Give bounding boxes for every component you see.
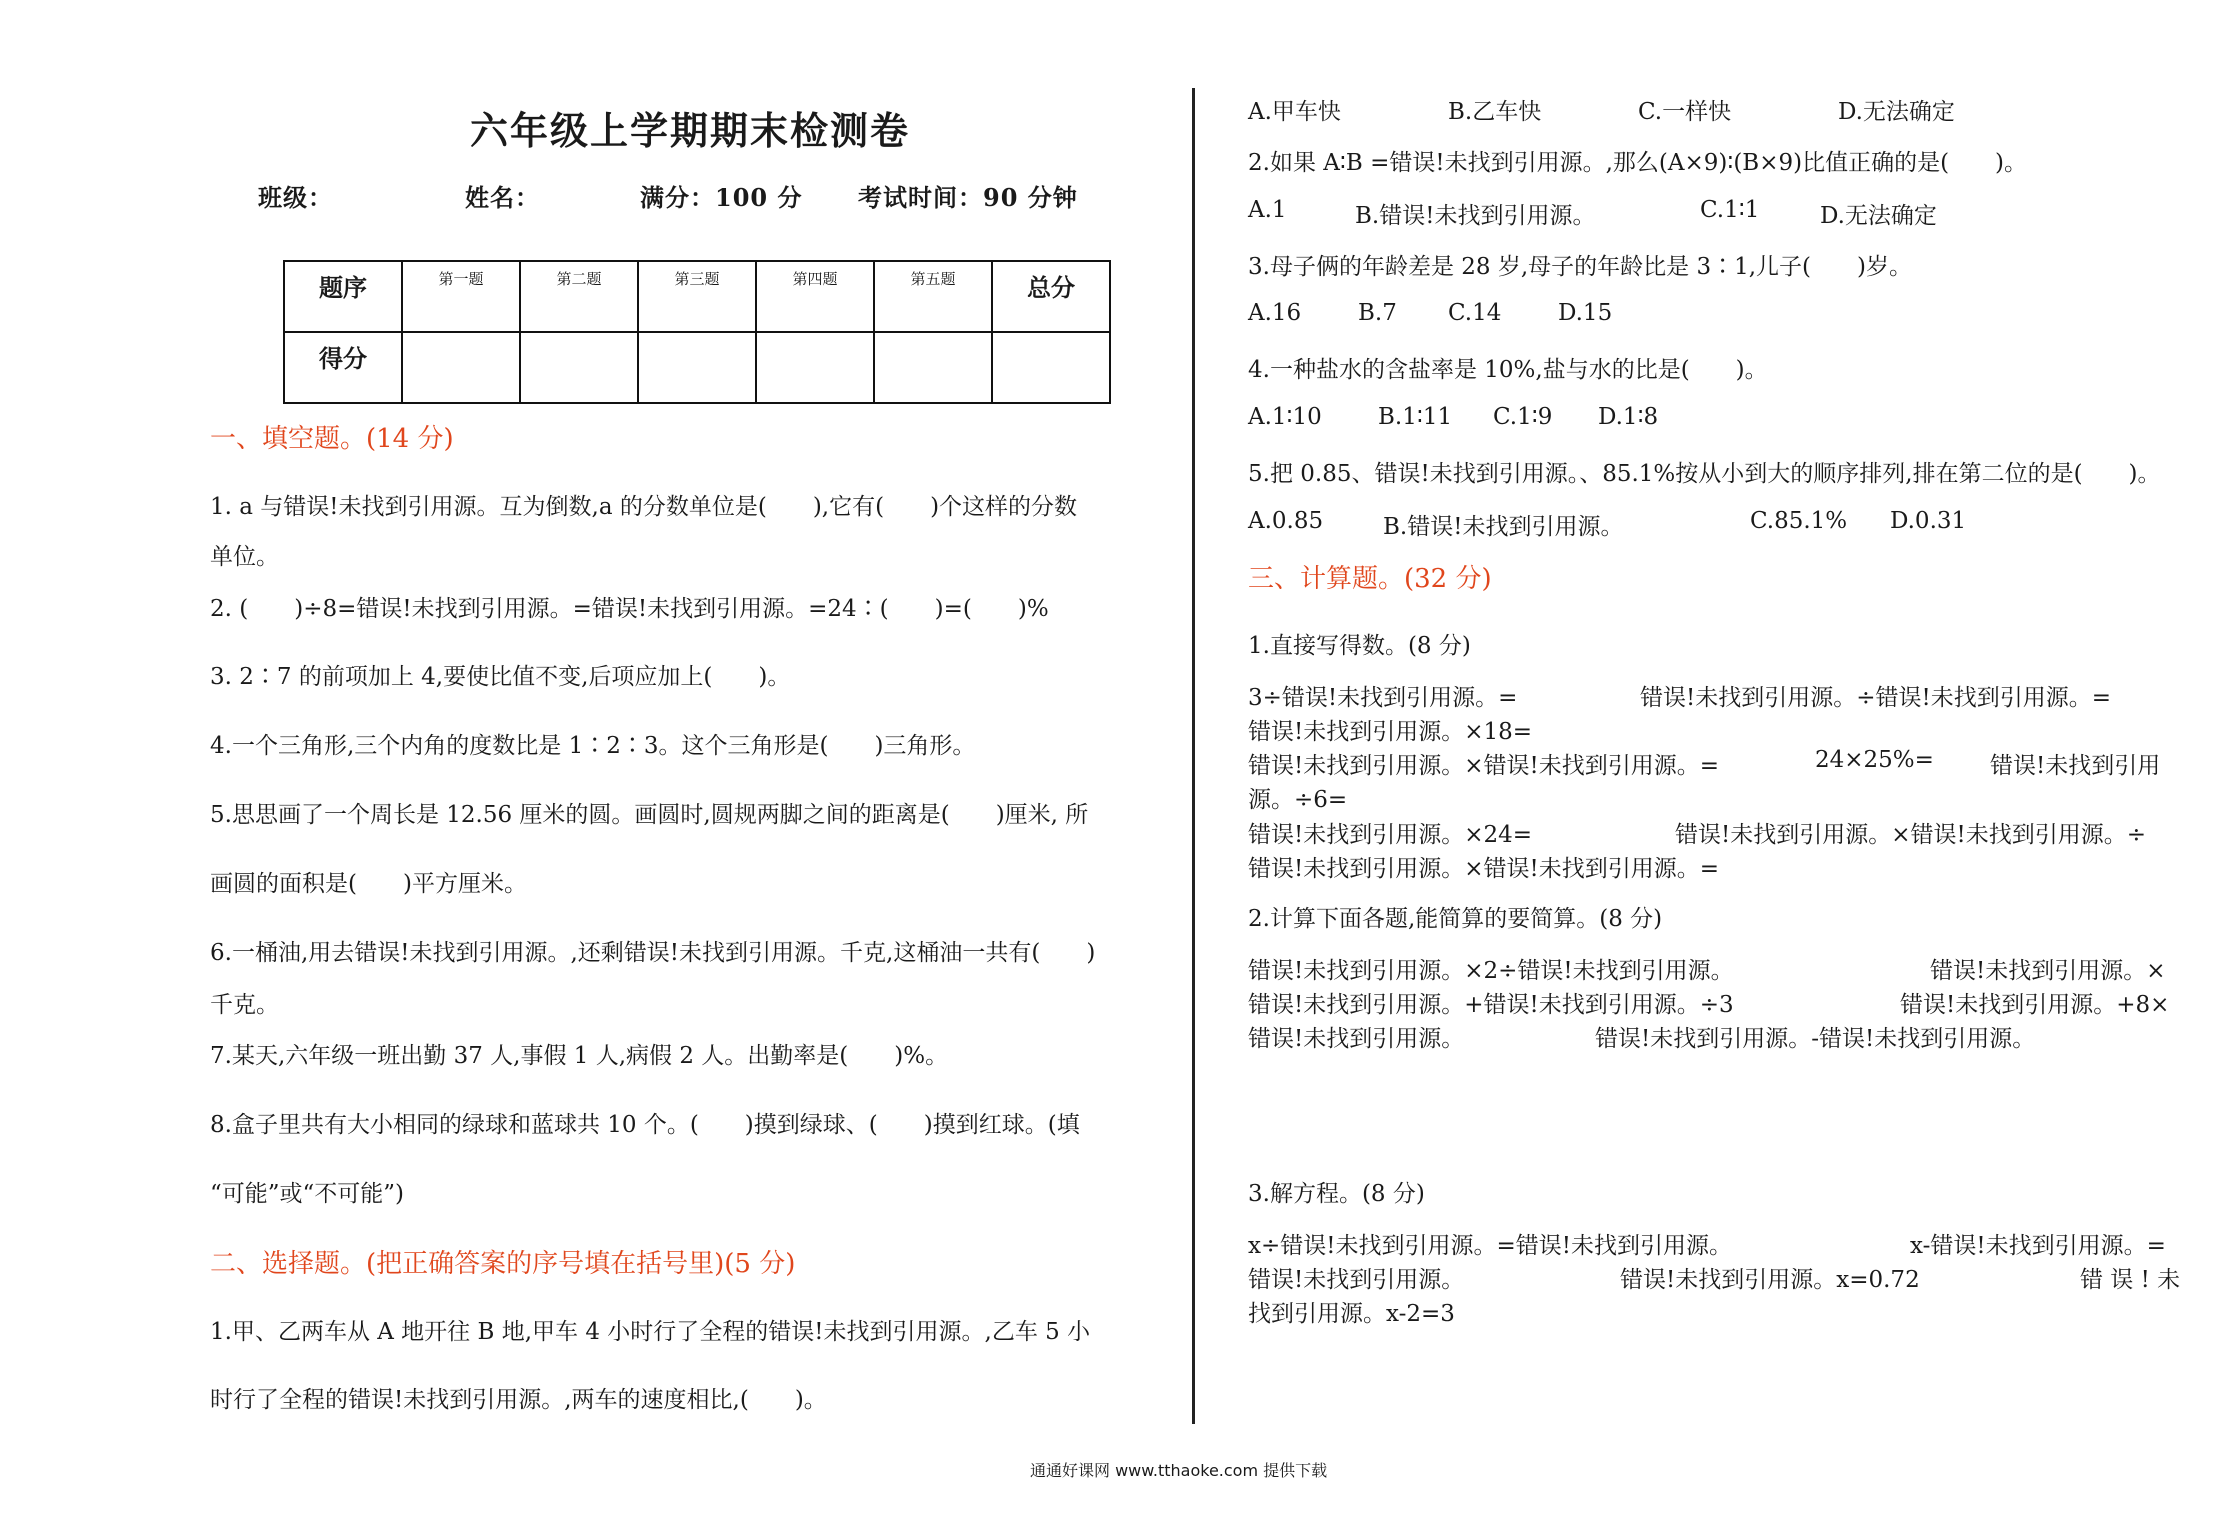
question-6-cont: 千克。 (210, 992, 279, 1018)
score-table (283, 260, 1111, 404)
option-a: A.甲车快 (1248, 99, 1341, 125)
option-c: C.一样快 (1638, 99, 1732, 125)
question-5: 5.思思画了一个周长是 12.56 厘米的圆。画圆时,圆规两脚之间的距离是( )厘米, 所 (210, 802, 1089, 828)
equation-item: 错误!未找到引用源。x=0.72 (1620, 1267, 1920, 1293)
section-1-heading: 一、填空题。(14 分) (210, 424, 454, 454)
question-1-cont: 单位。 (210, 544, 279, 570)
score-cell[interactable] (756, 332, 874, 403)
calc-item: 错误!未找到引用源。×24= (1248, 822, 1533, 848)
name-label: 姓名： (465, 183, 540, 212)
score-table-header-row (284, 261, 1110, 332)
table-cell: 总分 (992, 261, 1110, 332)
equation-item: 错误!未找到引用源。 (1248, 1267, 1465, 1293)
option-c: C.85.1% (1750, 508, 1848, 534)
option-b: B.错误!未找到引用源。 (1355, 203, 1596, 229)
calc-item: 错误!未找到引用源。-错误!未找到引用源。 (1595, 1026, 2036, 1052)
option-a: A.1 (1248, 197, 1287, 223)
choice-question-3: 3.母子俩的年龄差是 28 岁,母子的年龄比是 3∶1,儿子( )岁。 (1248, 254, 1912, 280)
calc-item: 3÷错误!未找到引用源。= (1248, 685, 1518, 711)
option-b: B.乙车快 (1448, 99, 1542, 125)
option-c: C.1∶1 (1700, 197, 1760, 223)
option-d: D.0.31 (1890, 508, 1967, 534)
option-b: B.7 (1358, 300, 1397, 326)
calc-item: 错误!未找到引用源。 (1248, 1026, 1465, 1052)
calc-item: 错误!未找到引用源。× (1930, 958, 2166, 984)
table-cell: 第五题 (874, 261, 992, 332)
question-8-cont: “可能”或“不可能”) (210, 1181, 405, 1207)
option-a: A.0.85 (1248, 508, 1324, 534)
score-cell[interactable] (402, 332, 520, 403)
calc-item: 错误!未找到引用源。×错误!未找到引用源。÷ (1675, 822, 2147, 848)
option-b: B.1∶11 (1378, 404, 1453, 430)
calc-item: 错误!未找到引用源。×18= (1248, 719, 1533, 745)
choice-question-1-cont: 时行了全程的错误!未找到引用源。,两车的速度相比,( )。 (210, 1387, 827, 1413)
table-cell: 得分 (284, 332, 402, 403)
calc-item: 24×25%= (1815, 747, 1934, 773)
choice-question-5: 5.把 0.85、错误!未找到引用源。、85.1%按从小到大的顺序排列,排在第二位的是( )。 (1248, 461, 2161, 487)
question-6: 6.一桶油,用去错误!未找到引用源。,还剩错误!未找到引用源。千克,这桶油一共有( ) (210, 940, 1096, 966)
question-2: 2. ( )÷8=错误!未找到引用源。=错误!未找到引用源。=24∶( )=( )% (210, 596, 1049, 622)
section-2-heading: 二、选择题。(把正确答案的序号填在括号里)(5 分) (210, 1249, 796, 1279)
calc-item: 错误!未找到引用源。×2÷错误!未找到引用源。 (1248, 958, 1734, 984)
page-footer: 通通好课网 www.tthaoke.com 提供下载 (1030, 1461, 1328, 1480)
calc-item: 源。÷6= (1248, 787, 1348, 813)
section-3-heading: 三、计算题。(32 分) (1248, 564, 1492, 594)
table-cell: 第二题 (520, 261, 638, 332)
calc-item: 错误!未找到引用源。+8× (1900, 992, 2170, 1018)
equation-item: 错 误 ! 未 (2080, 1267, 2181, 1293)
score-table-score-row (284, 332, 1110, 403)
option-c: C.1∶9 (1493, 404, 1553, 430)
table-cell: 第四题 (756, 261, 874, 332)
calc-item: 错误!未找到引用源。×错误!未找到引用源。= (1248, 753, 1720, 779)
question-3: 3. 2∶7 的前项加上 4,要使比值不变,后项应加上( )。 (210, 664, 791, 690)
option-d: D.15 (1558, 300, 1613, 326)
option-d: D.1∶8 (1598, 404, 1659, 430)
table-cell: 第三题 (638, 261, 756, 332)
table-cell: 第一题 (402, 261, 520, 332)
full-score-label: 满分：100 分 (640, 183, 803, 212)
equation-item: 找到引用源。x-2=3 (1248, 1301, 1455, 1327)
option-d: D.无法确定 (1820, 203, 1937, 229)
score-cell[interactable] (520, 332, 638, 403)
option-a: A.1∶10 (1248, 404, 1322, 430)
calc-part-3-heading: 3.解方程。(8 分) (1248, 1181, 1425, 1207)
calc-item: 错误!未找到引用 (1990, 753, 2161, 779)
question-1: 1. a 与错误!未找到引用源。互为倒数,a 的分数单位是( ),它有( )个这样的分数 (210, 494, 1078, 520)
option-b: B.错误!未找到引用源。 (1383, 514, 1624, 540)
question-4: 4.一个三角形,三个内角的度数比是 1∶2∶3。这个三角形是( )三角形。 (210, 733, 976, 759)
calc-item: 错误!未找到引用源。×错误!未找到引用源。= (1248, 856, 1720, 882)
option-d: D.无法确定 (1838, 99, 1955, 125)
score-cell[interactable] (992, 332, 1110, 403)
question-5-cont: 画圆的面积是( )平方厘米。 (210, 871, 527, 897)
page-title: 六年级上学期期末检测卷 (470, 108, 911, 153)
question-8: 8.盒子里共有大小相同的绿球和蓝球共 10 个。( )摸到绿球、( )摸到红球。(填 (210, 1112, 1080, 1138)
column-divider (1192, 88, 1195, 1424)
score-cell[interactable] (874, 332, 992, 403)
calc-part-1-heading: 1.直接写得数。(8 分) (1248, 633, 1471, 659)
calc-part-2-heading: 2.计算下面各题,能简算的要简算。(8 分) (1248, 906, 1663, 932)
equation-item: x-错误!未找到引用源。= (1910, 1233, 2166, 1259)
option-c: C.14 (1448, 300, 1502, 326)
choice-question-1: 1.甲、乙两车从 A 地开往 B 地,甲车 4 小时行了全程的错误!未找到引用源。,乙车 5 小 (210, 1319, 1091, 1345)
calc-item: 错误!未找到引用源。÷错误!未找到引用源。= (1640, 685, 2112, 711)
exam-time-label: 考试时间：90 分钟 (858, 183, 1078, 212)
choice-question-4: 4.一种盐水的含盐率是 10%,盐与水的比是( )。 (1248, 357, 1768, 383)
table-cell: 题序 (284, 261, 402, 332)
choice-question-2: 2.如果 A∶B =错误!未找到引用源。,那么(A×9)∶(B×9)比值正确的是( )。 (1248, 150, 2028, 176)
equation-item: x÷错误!未找到引用源。=错误!未找到引用源。 (1248, 1233, 1732, 1259)
score-cell[interactable] (638, 332, 756, 403)
option-a: A.16 (1248, 300, 1302, 326)
question-7: 7.某天,六年级一班出勤 37 人,事假 1 人,病假 2 人。出勤率是( )%。 (210, 1043, 949, 1069)
calc-item: 错误!未找到引用源。+错误!未找到引用源。÷3 (1248, 992, 1734, 1018)
class-label: 班级： (258, 183, 333, 212)
